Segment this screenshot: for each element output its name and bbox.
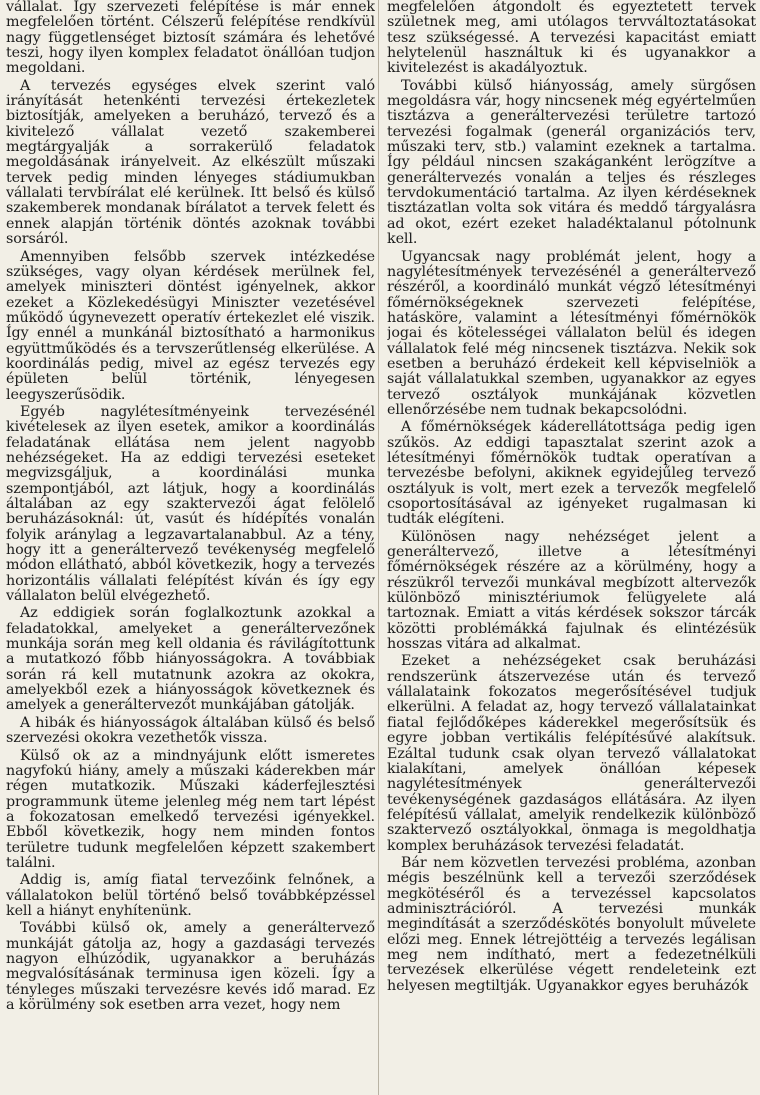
paragraph: Ezeket a nehézségeket csak beruházási rendszerünk átszervezése után és tervező vállalataink fokozatos megerősítésével tudjuk elkerülni. A feladat az, hogy tervező vállalatainkat fiatal fejlődőképes káderekkel megerősítsük és egyre jobban vertikális felépítésűvé alakítsuk. Ezáltal tudunk csak olyan tervező vállalatokat kialakítani, amelyek önállóan képesek nagylétesítmények generáltervezői tevékenységének gazdaságos ellátására. Az ilyen felépítésű vállalat, amelyik rendelkezik különböző szaktervező osztályokkal, önmaga is megoldhatja komplex beruházások tervezési feladatát.	[387, 653, 756, 854]
paragraph: Ugyancsak nagy problémát jelent, hogy a nagylétesítmények tervezésénél a generáltervező részéről, a koordináló munkát végző létesítményi főmérnökségeknek szervezeti felépítése, hatásköre, valamint a létesítményi főmérnökök jogai és kötelességei vállalaton belül és idegen vállalatok felé még nincsenek tisztázva. Nekik sok esetben a beruházó érdekeit kell képviselniök a saját vállalatukkal szemben, ugyanakkor az egyes tervező osztályok munkájának közvetlen ellenőrzésébe nem tudnak bekapcsolódni.	[387, 248, 756, 418]
text-column-right	[387, 0, 756, 1095]
paragraph: Külső ok az a mindnyájunk előtt ismeretes nagyfokú hiány, amely a műszaki káderekben már régen mutatkozik. Műszaki káderfejlesztési programmunk üteme jelenleg még nem tart lépést a fokozatosan emelkedő tervezési igényekkel. Ebből következik, hogy nem minden fontos területre tudunk megfelelően képzett szakembert találni.	[6, 747, 375, 871]
paragraph: Egyéb nagylétesítményeink tervezésénél kivételesek az ilyen esetek, amikor a koordinálás feladatának ellátása nem jelent nagyobb nehézségeket. Ha az eddigi tervezési eseteket megvizsgáljuk, a koordinálási munka szempontjából, azt látjuk, hogy a koordinálás általában az egy szaktervezői ágat felölelő beruházásoknál: út, vasút és hídépítés vonalán folyik aránylag a legzavartalanabbul. Az a tény, hogy itt a generáltervező tevékenység megfelelő módon ellátható, abból következik, hogy a tervezés horizontális vállalati felépítést kíván és így egy vállalaton belül elvégezhető.	[6, 403, 375, 605]
paragraph: vállalat. Így szervezeti felépítése is már ennek megfelelően történt. Célszerű felépítése rendkívül nagy függetlenséget biztosít számára és lehetővé teszi, hogy ilyen komplex feladatot önállóan tudjon megoldani.	[6, 0, 375, 77]
column-divider	[378, 0, 379, 1095]
paragraph: Különösen nagy nehézséget jelent a generáltervező, illetve a létesítményi főmérnökségek részére az a körülmény, hogy a részükről tervezői munkával megbízott altervezők különböző minisztériumok felügyelete alá tartoznak. Emiatt a vitás kérdések sokszor tárcák közötti problémákká fajulnak és elintézésük hosszas vitára ad alkalmat.	[387, 528, 756, 653]
paragraph: A tervezés egységes elvek szerint való irányítását hetenkénti tervezési értekezletek biztosítják, amelyeken a beruházó, tervező és a kivitelező vállalat vezető szakemberei megtárgyalják a sorrakerülő feladatok megoldásának irányelveit. Az elkészült műszaki tervek pedig minden lényeges stádiumukban vállalati tervbírálat elé kerülnek. Itt belső és külső szakemberek mondanak bírálatot a tervek felett és ennek alapján történik döntés azoknak további sorsáról.	[6, 77, 375, 248]
paragraph: További külső ok, amely a generáltervező munkáját gátolja az, hogy a gazdasági tervezés nagyon elhúzódik, ugyanakkor a beruházás megvalósításának terminusa igen közeli. Így a tényleges műszaki tervezésre kevés idő marad. Ez a körülmény sok esetben arra vezet, hogy nem	[6, 920, 375, 1013]
paragraph: Amennyiben felsőbb szervek intézkedése szükséges, vagy olyan kérdések merülnek fel, amelyek miniszteri döntést igényelnek, akkor ezeket a Közlekedésügyi Miniszter vezetésével működő úgynevezett operatív értekezlet elé viszik. Így ennél a munkánál biztosítható a harmonikus együttműködés és a tervszerűtlenség elkerülése. A koordinálás pedig, mivel az egész tervezés egy épületen belül történik, lényegesen leegyszerűsödik.	[6, 248, 375, 403]
text-column-left	[6, 0, 375, 1095]
paragraph: Az eddigiek során foglalkoztunk azokkal a feladatokkal, amelyeket a generáltervezőnek munkája során meg kell oldania és rávilágítottunk a mutatkozó főbb hiányosságokra. A továbbiak során rá kell mutatnunk azokra az okokra, amelyekből ezek a hiányosságok következnek és amelyek a generáltervezőt munkájában gátolják.	[6, 605, 375, 714]
paragraph: A főmérnökségek káderellátottsága pedig igen szűkös. Az eddigi tapasztalat szerint azok a létesítményi főmérnökök tudtak operatívan a tervezésbe befolyni, akiknek egyidejűleg tervező osztályuk is volt, mert ezek a tervezők megfelelő csoportosításával az igényeket rugalmasan ki tudták elégíteni.	[387, 419, 756, 528]
paragraph: A hibák és hiányosságok általában külső és belső szervezési okokra vezethetők vissza.	[6, 714, 375, 747]
paragraph: megfelelően átgondolt és egyeztetett tervek születnek meg, ami utólagos tervváltoztatásokat tesz szükségessé. A tervezési kapacitást emiatt helytelenül használtuk ki és ugyanakkor a kivitelezést is akadályoztuk.	[387, 0, 756, 77]
paragraph: Bár nem közvetlen tervezési probléma, azonban mégis beszélnünk kell a tervezői szerződések megkötéséről és a tervezéssel kapcsolatos adminisztrációról. A tervezési munkák megindítását a szerződéskötés bonyolult művelete előzi meg. Ennek létrejöttéig a tervezés legálisan meg nem indítható, mert a fedezetnélküli tervezések elkerülése végett rendeleteink ezt helyesen megtiltják. Ugyanakkor egyes beruházók	[387, 854, 756, 994]
paragraph: További külső hiányosság, amely sürgősen megoldásra vár, hogy nincsenek még egyértelműen tisztázva a generáltervezési területre tartozó tervezési fogalmak (generál organizációs terv, műszaki terv, stb.) valamint ezeknek a tartalma. Így például nincsen szakáganként lerögzítve a generáltervezés vonalán a teljes és részleges tervdokumentáció tartalma. Az ilyen kérdéseknek tisztázatlan volta sok vitára és meddő tárgyalásra ad okot, ezért ezeket haladéktalanul pótolnunk kell.	[387, 77, 756, 248]
paragraph: Addig is, amíg fiatal tervezőink felnőnek, a vállalatokon belül történő belső továbbképzéssel kell a hiányt enyhítenünk.	[6, 872, 375, 919]
